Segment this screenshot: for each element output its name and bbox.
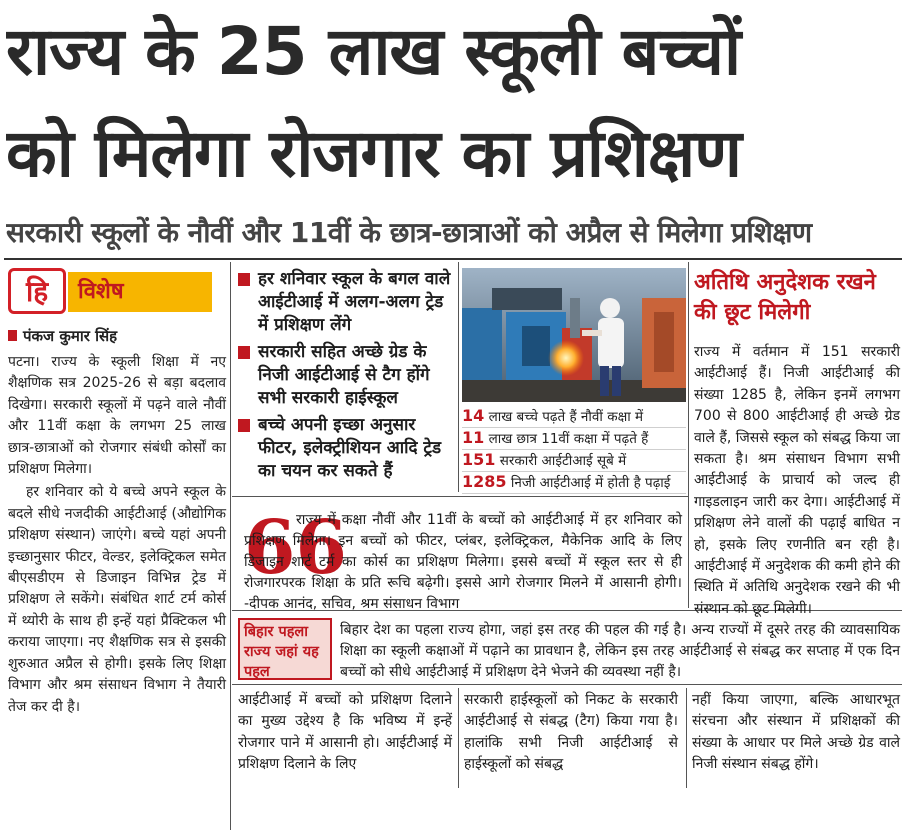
byline: [8, 326, 117, 346]
byline-author: पंकज कुमार सिंह: [23, 327, 118, 345]
stats-box: [462, 406, 686, 494]
stat-row: 11 लाख छात्र 11वीं कक्षा में पढ़ते हैं: [462, 428, 686, 450]
divider-bottom: [232, 684, 902, 685]
stat-row: 14 लाख बच्चे पढ़ते हैं नौवीं कक्षा में: [462, 406, 686, 428]
special-tag: विशेष: [68, 272, 212, 312]
headline-line-2: को मिलेगा रोजगार का प्रशिक्षण: [6, 115, 741, 192]
divider-top: [4, 258, 902, 260]
story-paragraph-2: हर शनिवार को ये बच्चे अपने स्कूल के बदले सीधे नजदीकी आईटीआई (औद्योगिक प्रशिक्षण संस्थान) जाएंगे। बच्चे यहां अपनी इच्छानुसार फीटर, वेल्डर, इलेक्ट्रिकल समेत बीएसडीएम से डिजाइन विभिन्न ट्रेड में प्रशिक्षण ले सकेंगे। संबंधित शार्ट टर्म कोर्स में थ्योरी के साथ ही इन्हें यहां प्रैक्टिकल भी कराया जाएगा। नए शैक्षणिक सत्र से इसकी शुरुआत अप्रैल से होगी। इसके लिए शिक्षा विभाग और श्रम संसाधन विभाग ने तैयारी तेज कर दी है।: [8, 484, 226, 715]
highlights-list: [238, 268, 454, 487]
bullet-square-icon: [238, 419, 250, 432]
divider-col3: [688, 262, 689, 608]
bottom-column-1: आईटीआई में बच्चों को प्रशिक्षण दिलाने का मुख्य उद्देश्य है कि भविष्य में इन्हें रोजगार पाने में आसानी हो। आईटीआई में प्रशिक्षण दिलाने के लिए: [238, 692, 452, 773]
quote-mark-icon: 66: [244, 505, 347, 591]
divider-col1: [230, 262, 231, 830]
quote-text: राज्य में कक्षा नौवीं और 11वीं के बच्चों को आईटीआई में हर शनिवार को प्रशिक्षण मिलेगा। इन बच्चों को फीटर, प्लंबर, इलेक्ट्रिकल, मैकेनिक आदि के लिए डिजाइन शार्ट टर्म का कोर्स का प्रशिक्षण मिलेगा। इससे बच्चों में स्कूल स्तर से ही रोजगारपरक शिक्षा के प्रति रूचि बढ़ेगी। इससे आगे रोजगार मिलने में आसानी होगी। -दीपक आनंद, सचिव, श्रम संसाधन विभाग: [244, 512, 682, 612]
divider-b2: [686, 688, 687, 788]
stat-row: 151 सरकारी आईटीआई सूबे में: [462, 450, 686, 472]
subheading: सरकारी स्कूलों के नौवीं और 11वीं के छात्र-छात्राओं को अप्रैल से मिलेगा प्रशिक्षण: [6, 216, 812, 249]
byline-square-icon: [8, 330, 17, 341]
hindustan-logo-icon: हि: [8, 268, 66, 314]
highlight-item: सरकारी सहित अच्छे ग्रेड के निजी आईटीआई से टैग होंगे सभी सरकारी हाईस्कूल: [238, 341, 454, 410]
photo-iti-worker: [462, 268, 686, 402]
photo-illustration: [462, 268, 686, 402]
bullet-square-icon: [238, 346, 250, 359]
bihar-first-text: बिहार देश का पहला राज्य होगा, जहां इस तरह की पहल की गई है। अन्य राज्यों में दूसरे तरह की व्यावसायिक शिक्षा का स्कूली कक्षाओं में पढ़ाने का प्रावधान है, लेकिन इस तरह आईटीआई से संबद्ध कर सप्ताह में एक दिन बच्चों को सीधे आईटीआई में प्रशिक्षण देने भेजने की व्यवस्था नहीं है।: [340, 622, 900, 680]
highlight-item: हर शनिवार स्कूल के बगल वाले आईटीआई में अलग-अलग ट्रेड में प्रशिक्षण लेंगे: [238, 268, 454, 337]
bottom-column-3: नहीं किया जाएगा, बल्कि आधारभूत संरचना और संस्थान में प्रशिक्षकों की संख्या के आधार पर मिले अच्छे ग्रेड वाले निजी संस्थान संबद्ध होंगे।: [692, 692, 900, 773]
story-paragraph-1: पटना। राज्य के स्कूली शिक्षा में नए शैक्षणिक सत्र 2025-26 से बड़ा बदलाव दिखेगा। सरकारी स्कूलों में पढ़ने वाले नौवीं और 11वीं कक्षा के लगभग 25 लाख छात्र-छात्राओं को रोजगार संबंधी कोर्सों का प्रशिक्षण मिलेगा।: [8, 354, 226, 478]
bihar-first-label: बिहार पहला राज्य जहां यह पहल: [238, 618, 332, 680]
headline-line-1: राज्य के 25 लाख स्कूली बच्चों: [6, 13, 741, 90]
highlight-item: बच्चे अपनी इच्छा अनुसार फीटर, इलेक्ट्रीशियन आदि ट्रेड का चयन कर सकते हैं: [238, 414, 454, 483]
divider-b1: [458, 688, 459, 788]
divider-quote-top: [232, 496, 688, 497]
story-column-1: [8, 352, 226, 718]
divider-col2: [458, 262, 459, 492]
side-story: राज्य में वर्तमान में 151 सरकारी आईटीआई हैं। निजी आईटीआई की संख्या 1285 है, लेकिन इनमें लगभग 700 से 800 आईटीआई ही अच्छे ग्रेड वाले हैं, जिससे स्कूल को संबद्ध किया जा सकता है। श्रम संसाधन विभाग सभी आईटीआई के प्राचार्य को जल्द ही गाइडलाइन जारी कर देगा। आईटीआई में प्रशिक्षण लेने वालों की पढ़ाई बाधित न हो, इसके लिए रणनीति बन रही है। आईटीआई में अनुदेशक की कमी होने की स्थिति में अतिथि अनुदेशक रखने की भी संस्थान को छूट मिलेगी।: [694, 344, 900, 617]
bottom-column-2: सरकारी हाईस्कूलों को निकट के सरकारी आईटीआई से संबद्ध (टैग) किया गया है। हालांकि सभी निजी आईटीआई से हाईस्कूलों को संबद्ध: [464, 692, 678, 773]
side-heading: अतिथि अनुदेशक रखने की छूट मिलेगी: [694, 270, 876, 325]
stat-row: 1285 निजी आईटीआई में होती है पढ़ाई: [462, 472, 686, 494]
bullet-square-icon: [238, 273, 250, 286]
